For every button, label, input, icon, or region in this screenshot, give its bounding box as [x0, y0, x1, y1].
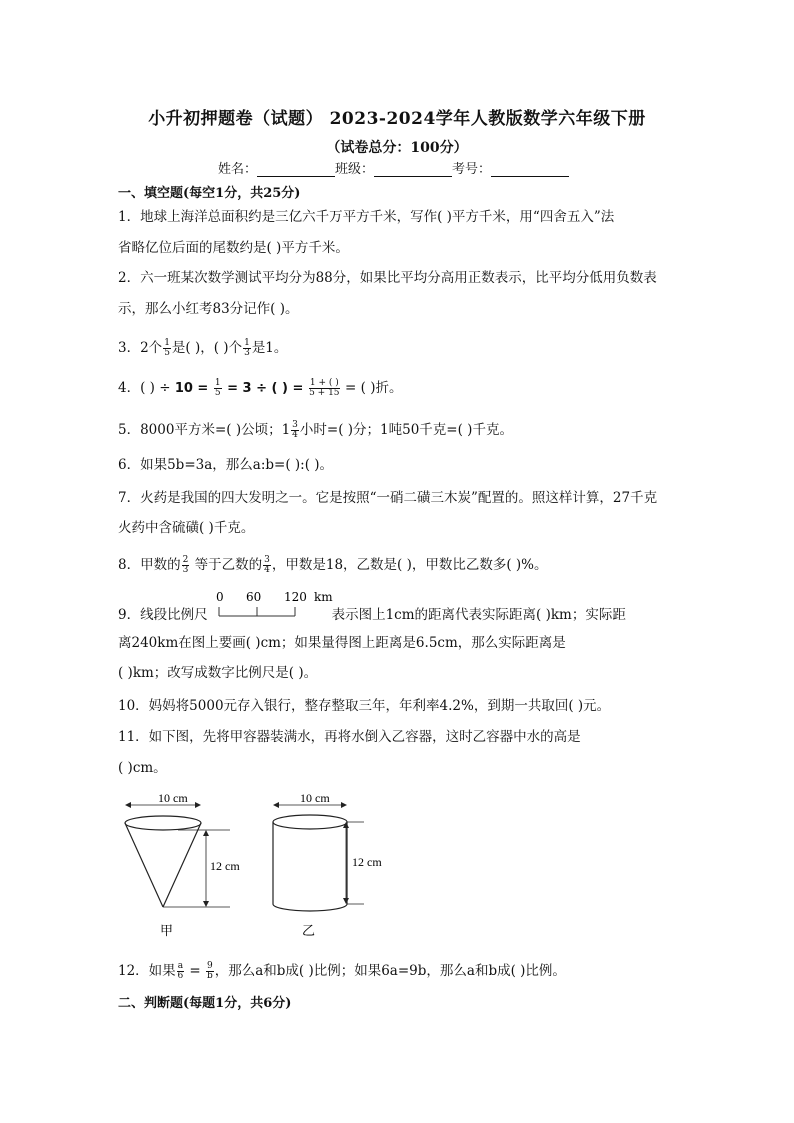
scale-label-unit: km	[314, 590, 333, 604]
q8: 8．甲数的 $\frac{2}{3}$ 等于乙数的 $\frac{3}{4}$ ，甲数是18，乙数是( )，甲数比乙数多( )%。	[118, 555, 548, 575]
q3: 3．2个 $\frac{1}{5}$ 是( )，( )个 $\frac{1}{3}$ 是1。	[118, 338, 288, 358]
scale-label-120: 120	[284, 590, 307, 604]
fraction: $\frac{1}{3}$	[244, 338, 250, 358]
class-label: 班级：	[335, 162, 375, 177]
fraction: $\frac{1}{5}$	[214, 378, 221, 398]
q6: 6．如果5b=3a，那么a:b=( ):( )。	[118, 457, 334, 473]
page-title: 小升初押题卷（试题） 2023-2024学年人教版数学六年级下册	[148, 109, 646, 129]
fraction: $\frac{1 + ( )}{5 + 15}$	[309, 378, 340, 398]
cylinder-height-label: 12 cm	[352, 855, 382, 869]
scale-label-60: 60	[246, 590, 262, 604]
q4: 4．( ) ÷ 10 = $\frac{1}{5}$ = 3 ÷ ( ) = $\frac{1 + ( )}{5 + 15}$ = ( )折。	[118, 378, 403, 398]
q7-line2: 火药中含硫磺( )千克。	[118, 520, 255, 536]
section2-heading: 二、判断题(每题1分，共6分)	[118, 996, 292, 1011]
name-blank[interactable]	[257, 162, 335, 177]
q12: 12．如果 $\frac{a}{6}$ = $\frac{9}{b}$ ，那么a和b成( )比例；如果6a=9b，那么a和b成( )比例。	[118, 961, 566, 981]
fraction: $\frac{2}{3}$	[182, 555, 189, 575]
q1-line2: 省略亿位后面的尾数约是( )平方千米。	[118, 240, 349, 256]
q1-line1: 1．地球上海洋总面积约是三亿六千万平方千米，写作( )平方千米，用“四舍五入”法	[118, 209, 615, 225]
cylinder-width-label: 10 cm	[300, 791, 330, 805]
cone-height-label: 12 cm	[210, 859, 240, 873]
q5: 5．8000平方米=( )公顷；1 $\frac{3}{4}$ 小时=( )分；1吨50千克=( )千克。	[118, 420, 513, 440]
class-blank[interactable]	[374, 162, 452, 177]
fraction: $\frac{3}{4}$	[264, 555, 270, 575]
q10: 10．妈妈将5000元存入银行，整存整取三年，年利率4.2%，到期一共取回( )元。	[118, 698, 611, 714]
q2-line1: 2．六一班某次数学测试平均分为88分，如果比平均分高用正数表示，比平均分低用负数表	[118, 270, 657, 286]
fraction: $\frac{3}{4}$	[292, 420, 298, 440]
student-info-row	[218, 158, 569, 177]
q7-line1: 7．火药是我国的四大发明之一。它是按照“一硝二磺三木炭”配置的。照这样计算，27千克	[118, 490, 658, 506]
q9-line2: 离240km在图上要画( )cm；如果量得图上距离是6.5cm，那么实际距离是	[118, 635, 566, 651]
id-blank[interactable]	[491, 162, 569, 177]
q11-line2: ( )cm。	[118, 760, 167, 776]
q11-line1: 11．如下图，先将甲容器装满水，再将水倒入乙容器，这时乙容器中水的高是	[118, 729, 581, 745]
scale-label-0: 0	[216, 590, 224, 604]
name-label: 姓名：	[218, 162, 258, 177]
cone-figure	[125, 791, 240, 939]
cone-width-label: 10 cm	[158, 791, 188, 805]
fraction: $\frac{9}{b}$	[206, 961, 213, 981]
q2-line2: 示，那么小红考83分记作( )。	[118, 301, 299, 317]
cone-name: 甲	[160, 924, 174, 939]
total-score: （试卷总分：100分）	[326, 140, 468, 156]
containers-figure	[118, 790, 418, 940]
q9-line3: ( )km；改写成数字比例尺是( )。	[118, 665, 318, 681]
fraction: $\frac{a}{6}$	[177, 961, 184, 981]
cylinder-figure	[273, 791, 382, 939]
cylinder-name: 乙	[302, 924, 316, 939]
fraction: $\frac{1}{5}$	[164, 338, 170, 358]
section1-heading: 一、填空题(每空1分，共25分)	[118, 186, 301, 201]
id-label: 考号：	[452, 162, 492, 177]
q9-line1: 9．线段比例尺 表示图上1cm的距离代表实际距离( )km；实际距	[118, 607, 626, 623]
